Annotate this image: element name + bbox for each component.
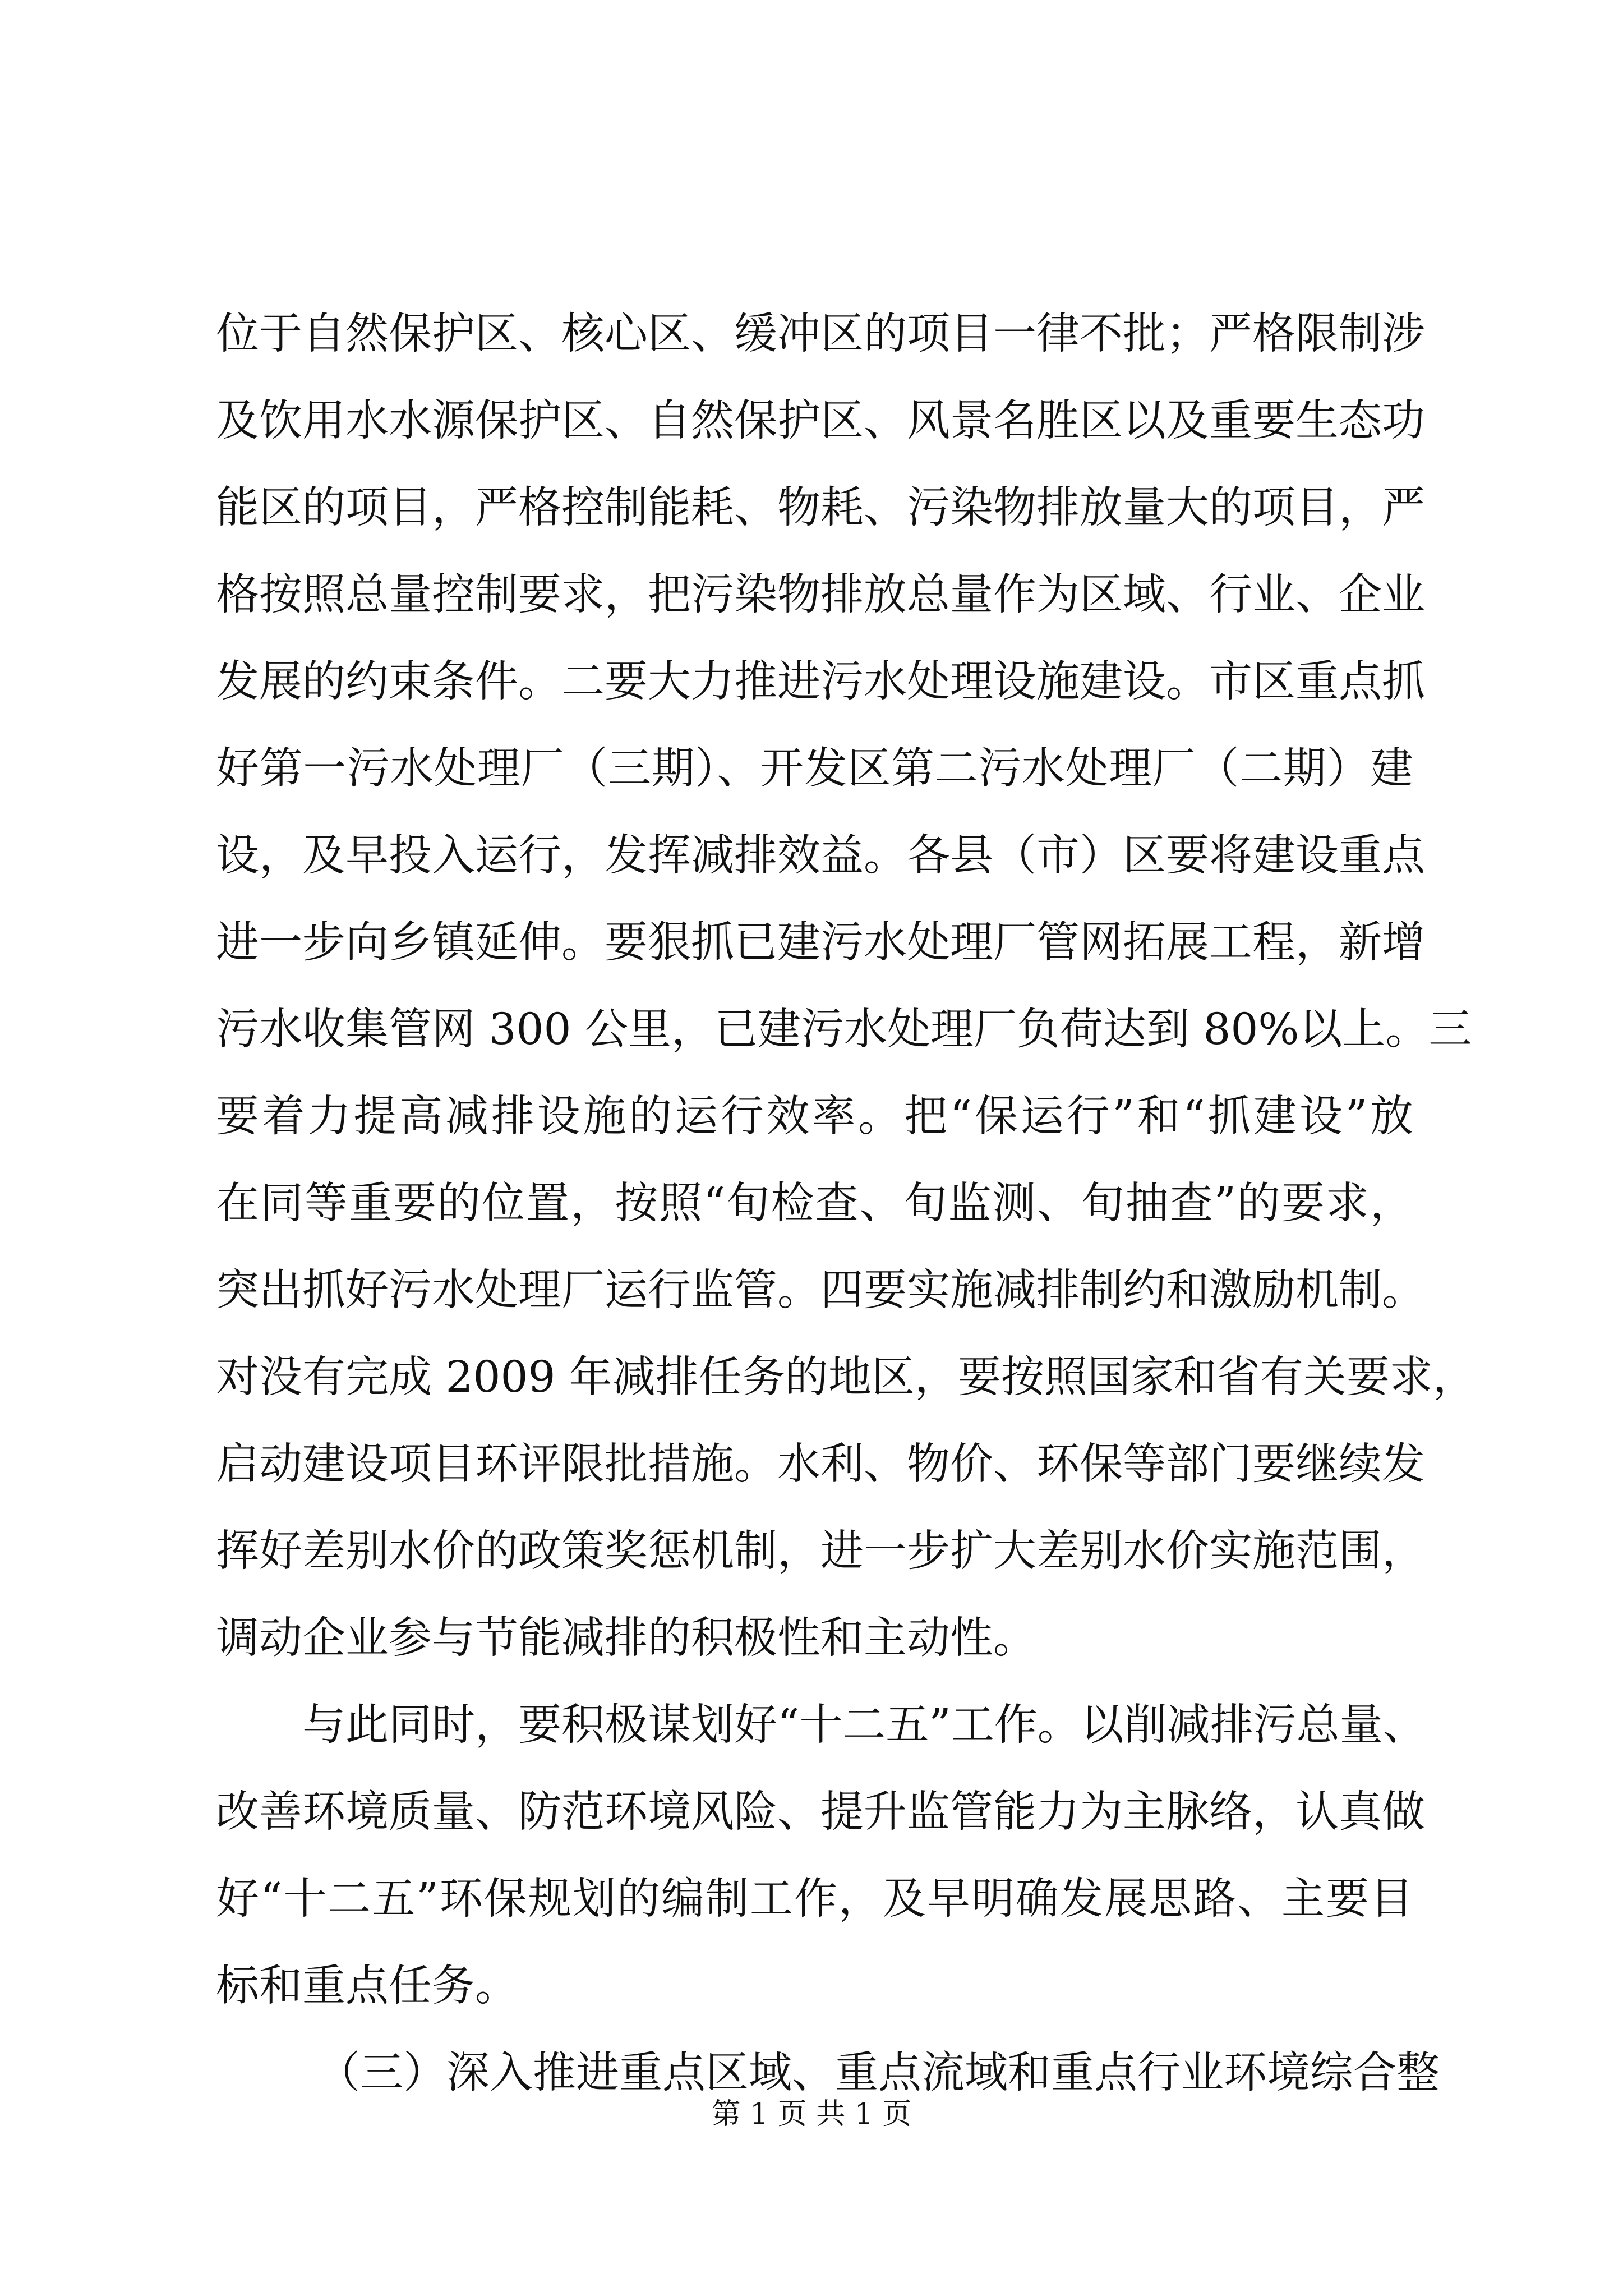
section-heading-line: （三）深入推进重点区域、重点流域和重点行业环境综合整	[317, 2048, 1440, 2098]
text-line: 改善环境质量、防范环境风险、提升监管能力为主脉络，认真做	[216, 1787, 1425, 1837]
text-line: 在同等重要的位置，按照“旬检查、旬监测、旬抽查”的要求，	[216, 1179, 1413, 1228]
text-line: 格按照总量控制要求，把污染物排放总量作为区域、行业、企业	[216, 570, 1425, 620]
text-line: 调动企业参与节能减排的积极性和主动性。	[216, 1613, 1036, 1663]
text-line: 位于自然保护区、核心区、缓冲区的项目一律不批；严格限制涉	[216, 309, 1425, 359]
body-text	[216, 291, 1476, 2116]
text-line: 对没有完成 2009 年减排任务的地区，要按照国家和省有关要求，	[216, 1352, 1476, 1402]
paragraph-first-line: 与此同时，要积极谋划好“十二五”工作。以削减排污总量、	[302, 1700, 1426, 1750]
text-line: 要着力提高减排设施的运行效率。把“保运行”和“抓建设”放	[216, 1092, 1413, 1142]
text-line: 污水收集管网 300 公里，已建污水处理厂负荷达到 80%以上。三	[216, 1005, 1472, 1055]
text-line: 设，及早投入运行，发挥减排效益。各县（市）区要将建设重点	[216, 831, 1425, 881]
page-footer: 第 1 页 共 1 页	[711, 2097, 912, 2131]
text-line: 启动建设项目环评限批措施。水利、物价、环保等部门要继续发	[216, 1439, 1425, 1489]
text-line: 好“十二五”环保规划的编制工作，及早明确发展思路、主要目	[216, 1874, 1413, 1924]
text-line: 好第一污水处理厂（三期）、开发区第二污水处理厂（二期）建	[216, 744, 1413, 794]
text-line: 挥好差别水价的政策奖惩机制，进一步扩大差别水价实施范围，	[216, 1526, 1425, 1576]
text-line: 发展的约束条件。二要大力推进污水处理设施建设。市区重点抓	[216, 657, 1425, 707]
text-line: 突出抓好污水处理厂运行监管。四要实施减排制约和激励机制。	[216, 1266, 1425, 1315]
text-line: 能区的项目，严格控制能耗、物耗、污染物排放量大的项目，严	[216, 483, 1425, 533]
text-line: 标和重点任务。	[216, 1961, 518, 2011]
text-line: 进一步向乡镇延伸。要狠抓已建污水处理厂管网拓展工程，新增	[216, 918, 1425, 968]
text-line: 及饮用水水源保护区、自然保护区、风景名胜区以及重要生态功	[216, 396, 1425, 446]
